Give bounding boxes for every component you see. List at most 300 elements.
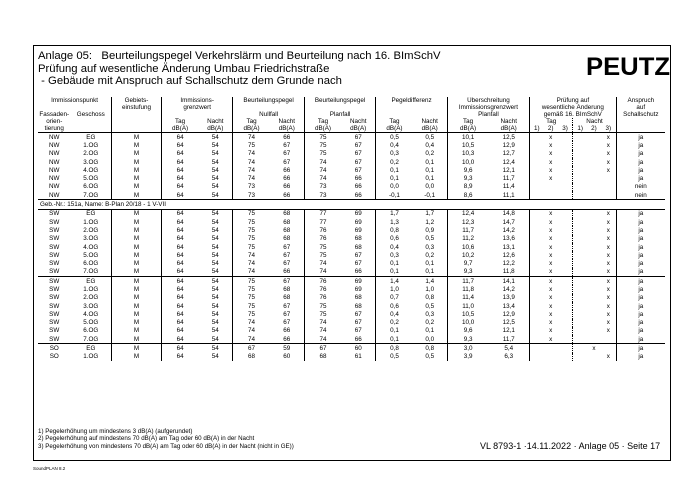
cell-ueberschreitung-tag: 10,0	[447, 158, 488, 166]
cell-planfall-tag: 76	[304, 226, 341, 234]
cell-grenzwert-nacht: 54	[211, 251, 219, 259]
cell-tag-crit-3	[558, 158, 573, 166]
cell-nullfall-tag: 74	[233, 174, 270, 182]
cell-tag-crit-1	[530, 319, 544, 327]
logo-text: PEUTZ	[586, 53, 670, 79]
cell-planfall-nacht: 66	[354, 268, 362, 276]
table-row	[38, 344, 665, 353]
table-row	[38, 218, 665, 226]
cell-nacht-crit-1	[573, 235, 587, 243]
cell-ueberschreitung-nacht: 14,2	[502, 226, 515, 234]
cell-grenzwert-tag: 64	[161, 251, 198, 259]
cell-grenzwert-nacht: 54	[211, 277, 219, 285]
cell-grenzwert-tag: 64	[161, 150, 198, 158]
table-row	[38, 183, 665, 191]
cell-gebiet: M	[112, 294, 162, 302]
cell-differenz-nacht: 0,3	[425, 243, 435, 251]
cell-ueberschreitung-tag: 12,4	[447, 209, 488, 218]
cell-orientation: SW	[49, 327, 60, 335]
cell-grenzwert-nacht: 54	[211, 285, 219, 293]
table-row	[38, 174, 665, 182]
cell-nullfall-tag: 75	[233, 302, 270, 310]
cell-tag-crit-1	[530, 294, 544, 302]
cell-grenzwert-tag: 64	[161, 133, 198, 142]
header-immissionspunkt: Immissionspunkt	[51, 97, 99, 104]
cell-planfall-nacht: 67	[354, 319, 362, 327]
cell-tag-crit-1	[530, 235, 544, 243]
header-planfall-2: Planfall	[447, 111, 529, 118]
cell-tag-crit-2: x	[549, 285, 553, 293]
cell-nullfall-nacht: 60	[283, 353, 291, 361]
cell-grenzwert-tag: 64	[161, 183, 198, 191]
table-header	[38, 97, 665, 133]
cell-gebiet: M	[112, 226, 162, 234]
cell-grenzwert-tag: 64	[161, 268, 198, 277]
cell-grenzwert-nacht: 54	[211, 260, 219, 268]
cell-nullfall-tag: 75	[233, 285, 270, 293]
cell-differenz-nacht: 0,1	[425, 158, 435, 166]
cell-differenz-tag: 0,8	[376, 344, 413, 353]
cell-tag-crit-2: x	[549, 226, 553, 234]
cell-tag-crit-1	[530, 335, 544, 344]
cell-tag-crit-1	[530, 243, 544, 251]
cell-nacht-crit-3: x	[606, 302, 610, 310]
cell-planfall-tag: 68	[304, 353, 341, 361]
cell-nacht-crit-1	[573, 259, 587, 267]
cell-tag-crit-1	[530, 191, 544, 200]
cell-anspruch: ja	[616, 302, 665, 310]
cell-planfall-nacht: 69	[354, 277, 362, 285]
cell-planfall-nacht: 66	[354, 175, 362, 183]
cell-nacht-crit-1	[573, 133, 587, 142]
cell-nacht-crit-3: x	[606, 285, 610, 293]
header-tag: Tag	[530, 118, 573, 125]
cell-geschoss: 2.OG	[83, 150, 99, 158]
cell-nullfall-tag: 75	[233, 310, 270, 318]
cell-nacht-crit-1	[573, 226, 587, 234]
table-row	[38, 226, 665, 234]
cell-nullfall-nacht: 67	[283, 277, 291, 285]
cell-anspruch: ja	[616, 344, 665, 353]
cell-tag-crit-2	[544, 353, 558, 361]
header-wesentliche: wesentliche Änderung	[530, 104, 617, 111]
header-note-1: 1)	[530, 125, 544, 133]
cell-planfall-tag: 77	[304, 209, 341, 218]
cell-planfall-tag: 67	[304, 344, 341, 353]
cell-tag-crit-3	[558, 327, 573, 335]
cell-tag-crit-3	[558, 259, 573, 267]
cell-nullfall-tag: 73	[233, 191, 270, 200]
cell-orientation: SW	[49, 310, 60, 318]
cell-differenz-nacht: 0,1	[425, 327, 435, 335]
cell-geschoss: 6.OG	[83, 260, 99, 268]
cell-gebiet: M	[112, 327, 162, 335]
cell-ueberschreitung-tag: 10,5	[447, 141, 488, 149]
cell-differenz-nacht: 0,5	[425, 353, 435, 361]
header-pruefung: Prüfung auf	[530, 97, 617, 104]
cell-differenz-nacht: 0,4	[425, 141, 435, 149]
cell-planfall-tag: 74	[304, 335, 341, 344]
cell-differenz-tag: 0,1	[376, 174, 413, 182]
header-nacht: Nacht	[421, 118, 438, 125]
cell-ueberschreitung-tag: 9,7	[447, 259, 488, 267]
cell-tag-crit-2: x	[549, 133, 553, 141]
cell-differenz-nacht: 0,5	[425, 133, 435, 141]
cell-geschoss: 1.OG	[83, 353, 99, 361]
cell-ueberschreitung-tag: 3,9	[447, 353, 488, 361]
cell-geschoss: 3.OG	[83, 235, 99, 243]
cell-planfall-tag: 74	[304, 174, 341, 182]
cell-tag-crit-3	[558, 319, 573, 327]
cell-anspruch: ja	[616, 235, 665, 243]
cell-nacht-crit-2	[587, 319, 601, 327]
cell-nullfall-nacht: 67	[283, 141, 291, 149]
cell-nacht-crit-2	[587, 174, 601, 182]
cell-grenzwert-tag: 64	[161, 218, 198, 226]
cell-differenz-nacht: 1,2	[425, 218, 435, 226]
cell-orientation: SW	[49, 319, 60, 327]
cell-ueberschreitung-nacht: 13,9	[502, 294, 515, 302]
cell-tag-crit-1	[530, 226, 544, 234]
cell-grenzwert-nacht: 54	[211, 218, 219, 226]
cell-nacht-crit-3: x	[606, 327, 610, 335]
header-nacht: Nacht	[573, 118, 616, 125]
cell-tag-crit-2: x	[549, 260, 553, 268]
cell-tag-crit-3	[558, 302, 573, 310]
cell-differenz-nacht: 0,1	[425, 166, 435, 174]
cell-nacht-crit-2	[587, 335, 601, 344]
cell-ueberschreitung-nacht: 12,1	[502, 166, 515, 174]
cell-tag-crit-2: x	[549, 218, 553, 226]
cell-grenzwert-tag: 64	[161, 327, 198, 335]
cell-tag-crit-1	[530, 251, 544, 259]
cell-differenz-tag: 0,5	[376, 353, 413, 361]
cell-geschoss: 4.OG	[83, 310, 99, 318]
cell-grenzwert-nacht: 54	[211, 191, 219, 199]
cell-orientation: NW	[48, 191, 60, 199]
cell-orientation: SW	[49, 210, 60, 218]
cell-nacht-crit-1	[573, 150, 587, 158]
cell-nacht-crit-3: x	[606, 294, 610, 302]
header-orien: orien-	[46, 118, 63, 125]
cell-tag-crit-2: x	[549, 210, 553, 218]
cell-nullfall-tag: 68	[233, 353, 270, 361]
cell-nacht-crit-3: x	[606, 226, 610, 234]
cell-nullfall-tag: 74	[233, 150, 270, 158]
cell-grenzwert-nacht: 54	[211, 319, 219, 327]
cell-nacht-crit-3: x	[606, 268, 610, 276]
header-nacht: Nacht	[278, 118, 295, 125]
cell-grenzwert-nacht: 54	[211, 235, 219, 243]
header-einstufung: einstufung	[112, 104, 162, 111]
cell-planfall-nacht: 68	[354, 243, 362, 251]
cell-tag-crit-3	[558, 277, 573, 286]
header-bp-nullfall: Beurteilungspegel	[233, 97, 304, 104]
cell-tag-crit-1	[530, 183, 544, 191]
cell-anspruch: ja	[616, 310, 665, 318]
cell-tag-crit-1	[530, 209, 544, 218]
cell-orientation: SW	[49, 285, 60, 293]
cell-planfall-nacht: 68	[354, 235, 362, 243]
cell-gebiet: M	[112, 302, 162, 310]
header-auf: auf	[616, 104, 665, 111]
cell-tag-crit-3	[558, 353, 573, 361]
cell-differenz-tag: 0,1	[376, 268, 413, 277]
table-row	[38, 158, 665, 166]
cell-differenz-nacht: 0,2	[425, 319, 435, 327]
cell-nacht-crit-3: x	[606, 235, 610, 243]
header-pegeldifferenz: Pegeldifferenz	[376, 97, 447, 104]
cell-tag-crit-2: x	[549, 268, 553, 276]
cell-anspruch: ja	[616, 285, 665, 293]
cell-gebiet: M	[112, 243, 162, 251]
cell-planfall-tag: 73	[304, 191, 341, 200]
cell-anspruch: ja	[616, 353, 665, 361]
cell-geschoss: 1.OG	[83, 141, 99, 149]
table-row	[38, 251, 665, 259]
cell-differenz-tag: 0,2	[376, 158, 413, 166]
cell-nacht-crit-2	[587, 302, 601, 310]
cell-planfall-tag: 74	[304, 166, 341, 174]
header-note-3: 3)	[562, 125, 568, 132]
cell-nullfall-nacht: 68	[283, 226, 291, 234]
cell-planfall-tag: 75	[304, 251, 341, 259]
cell-ueberschreitung-tag: 9,6	[447, 327, 488, 335]
cell-tag-crit-2	[544, 344, 558, 353]
cell-grenzwert-nacht: 54	[211, 302, 219, 310]
header-nacht: Nacht	[350, 118, 367, 125]
header-tierung: tierung	[44, 125, 64, 132]
cell-gebiet: M	[112, 150, 162, 158]
cell-differenz-tag: 0,2	[376, 319, 413, 327]
cell-grenzwert-nacht: 54	[211, 243, 219, 251]
cell-gebiet: M	[112, 277, 162, 286]
cell-tag-crit-2: x	[549, 310, 553, 318]
cell-differenz-nacht: 1,7	[425, 210, 435, 218]
cell-nacht-crit-3	[601, 183, 616, 191]
cell-tag-crit-3	[558, 209, 573, 218]
cell-ueberschreitung-tag: 11,7	[447, 277, 488, 286]
cell-anspruch: ja	[616, 150, 665, 158]
header-note-3: 3)	[605, 125, 612, 132]
cell-gebiet: M	[112, 268, 162, 277]
cell-planfall-nacht: 67	[354, 251, 362, 259]
cell-anspruch: nein	[616, 183, 665, 191]
cell-ueberschreitung-nacht: 12,5	[502, 319, 515, 327]
cell-nullfall-tag: 74	[233, 319, 270, 327]
cell-grenzwert-tag: 64	[161, 243, 198, 251]
header-unit: dB(A)	[376, 125, 413, 133]
cell-tag-crit-2: x	[549, 319, 553, 327]
cell-geschoss: 4.OG	[83, 166, 99, 174]
cell-differenz-tag: 0,6	[376, 235, 413, 243]
cell-nacht-crit-1	[573, 268, 587, 277]
cell-tag-crit-3	[558, 141, 573, 149]
title-line-3: - Gebäude mit Anspruch auf Schallschutz dem Grunde nach	[38, 75, 342, 87]
title-line-2: Prüfung auf wesentliche Änderung Umbau Friedrichstraße	[38, 62, 330, 75]
cell-planfall-tag: 75	[304, 310, 341, 318]
header-tag: Tag	[447, 118, 488, 125]
cell-planfall-tag: 76	[304, 285, 341, 293]
cell-ueberschreitung-tag: 9,3	[447, 268, 488, 277]
cell-ueberschreitung-nacht: 13,6	[502, 235, 515, 243]
cell-nullfall-tag: 75	[233, 235, 270, 243]
cell-planfall-tag: 75	[304, 141, 341, 149]
cell-differenz-tag: 0,5	[376, 133, 413, 142]
cell-nacht-crit-2	[587, 150, 601, 158]
cell-nacht-crit-2	[587, 183, 601, 191]
cell-ueberschreitung-nacht: 12,9	[502, 310, 515, 318]
cell-tag-crit-2	[544, 191, 558, 200]
cell-nacht-crit-2	[587, 141, 601, 149]
cell-planfall-nacht: 60	[354, 345, 362, 353]
cell-differenz-tag: 0,8	[376, 226, 413, 234]
cell-geschoss: 7.OG	[83, 191, 99, 199]
header-nacht: Nacht	[207, 118, 224, 125]
cell-nacht-crit-1	[573, 302, 587, 310]
group-label: Geb.-Nr.: 151a, Name: B-Plan 20/18 - 1 V-VII	[40, 201, 166, 209]
cell-tag-crit-2: x	[549, 150, 553, 158]
cell-orientation: NW	[48, 166, 60, 174]
cell-differenz-nacht: 0,0	[425, 335, 435, 343]
header-note-2: 2)	[591, 125, 597, 132]
cell-planfall-tag: 75	[304, 302, 341, 310]
cell-orientation: SW	[49, 294, 60, 302]
header-tag: Tag	[161, 118, 198, 125]
header-unit: dB(A)	[350, 125, 367, 132]
table-row	[38, 327, 665, 335]
table-row	[38, 141, 665, 149]
cell-nacht-crit-1	[573, 141, 587, 149]
cell-planfall-nacht: 69	[354, 218, 362, 226]
header-bp-planfall: Beurteilungspegel	[304, 97, 375, 104]
cell-geschoss: 3.OG	[83, 158, 99, 166]
cell-nullfall-tag: 75	[233, 141, 270, 149]
cell-tag-crit-1	[530, 141, 544, 149]
cell-ueberschreitung-tag: 10,1	[447, 133, 488, 142]
cell-nullfall-tag: 67	[233, 344, 270, 353]
cell-planfall-tag: 76	[304, 235, 341, 243]
header-schallschutz: Schallschutz	[616, 111, 665, 118]
table-row	[38, 259, 665, 267]
cell-tag-crit-3	[558, 344, 573, 353]
header-note-1: 1)	[573, 125, 587, 133]
cell-geschoss: 1.OG	[83, 218, 99, 226]
footnotes	[38, 428, 294, 450]
cell-planfall-nacht: 69	[354, 226, 362, 234]
cell-nullfall-tag: 74	[233, 268, 270, 277]
cell-gebiet: M	[112, 235, 162, 243]
cell-geschoss: 7.OG	[83, 335, 99, 343]
cell-anspruch: nein	[616, 191, 665, 200]
cell-nacht-crit-1	[573, 243, 587, 251]
cell-differenz-tag: 0,1	[376, 259, 413, 267]
cell-orientation: SO	[49, 353, 59, 361]
cell-differenz-nacht: 0,1	[425, 268, 435, 276]
table-row	[38, 310, 665, 318]
cell-tag-crit-2: x	[549, 175, 553, 183]
cell-geschoss: 3.OG	[83, 302, 99, 310]
cell-anspruch: ja	[616, 294, 665, 302]
cell-grenzwert-nacht: 54	[211, 310, 219, 318]
cell-tag-crit-2: x	[549, 158, 553, 166]
cell-differenz-nacht: 0,1	[425, 175, 435, 183]
cell-nacht-crit-1	[573, 353, 587, 361]
cell-nullfall-nacht: 67	[283, 158, 291, 166]
cell-tag-crit-1	[530, 268, 544, 277]
cell-ueberschreitung-tag: 10,0	[447, 319, 488, 327]
cell-tag-crit-2: x	[549, 235, 553, 243]
cell-nacht-crit-2	[587, 218, 601, 226]
cell-grenzwert-tag: 64	[161, 166, 198, 174]
cell-grenzwert-tag: 64	[161, 335, 198, 344]
cell-tag-crit-3	[558, 285, 573, 293]
cell-nacht-crit-2	[587, 166, 601, 174]
cell-tag-crit-3	[558, 166, 573, 174]
cell-grenzwert-tag: 64	[161, 277, 198, 286]
cell-nacht-crit-2	[587, 277, 601, 286]
cell-gebiet: M	[112, 158, 162, 166]
cell-tag-crit-3	[558, 183, 573, 191]
cell-gebiet: M	[112, 209, 162, 218]
cell-nacht-crit-2	[587, 209, 601, 218]
cell-differenz-tag: -0,1	[376, 191, 413, 200]
cell-differenz-nacht: 0,2	[425, 150, 435, 158]
cell-geschoss: 6.OG	[83, 183, 99, 191]
cell-nacht-crit-2	[587, 158, 601, 166]
cell-tag-crit-2: x	[549, 251, 553, 259]
cell-ueberschreitung-nacht: 12,6	[502, 251, 515, 259]
cell-orientation: SW	[49, 277, 60, 285]
peutz-logo	[586, 51, 670, 79]
cell-ueberschreitung-tag: 9,3	[447, 335, 488, 344]
cell-nacht-crit-3: x	[606, 150, 610, 158]
cell-anspruch: ja	[616, 166, 665, 174]
cell-ueberschreitung-nacht: 11,4	[502, 183, 515, 191]
cell-orientation: NW	[48, 175, 60, 183]
cell-grenzwert-nacht: 54	[211, 335, 219, 343]
cell-gebiet: M	[112, 259, 162, 267]
cell-nullfall-tag: 74	[233, 166, 270, 174]
cell-nacht-crit-3	[601, 344, 616, 353]
cell-tag-crit-1	[530, 353, 544, 361]
cell-orientation: NW	[48, 183, 60, 191]
cell-ueberschreitung-tag: 9,3	[447, 174, 488, 182]
cell-nullfall-tag: 75	[233, 294, 270, 302]
cell-gebiet: M	[112, 335, 162, 344]
cell-ueberschreitung-nacht: 12,1	[502, 327, 515, 335]
cell-differenz-tag: 1,0	[376, 285, 413, 293]
cell-tag-crit-2	[544, 183, 558, 191]
cell-nacht-crit-3	[601, 191, 616, 200]
cell-tag-crit-1	[530, 285, 544, 293]
cell-nacht-crit-3: x	[606, 218, 610, 226]
cell-planfall-nacht: 67	[354, 133, 362, 141]
header-unit: dB(A)	[161, 125, 198, 133]
cell-ueberschreitung-nacht: 11,1	[502, 191, 515, 199]
header-tag: Tag	[304, 118, 341, 125]
cell-ueberschreitung-nacht: 14,7	[502, 218, 515, 226]
cell-gebiet: M	[112, 310, 162, 318]
cell-grenzwert-nacht: 54	[211, 141, 219, 149]
cell-differenz-tag: 0,1	[376, 166, 413, 174]
cell-orientation: NW	[48, 133, 60, 141]
header-planfall: Planfall	[304, 111, 375, 118]
cell-planfall-nacht: 67	[354, 141, 362, 149]
cell-geschoss: 2.OG	[83, 294, 99, 302]
group-row	[38, 200, 665, 209]
cell-nacht-crit-2	[587, 310, 601, 318]
